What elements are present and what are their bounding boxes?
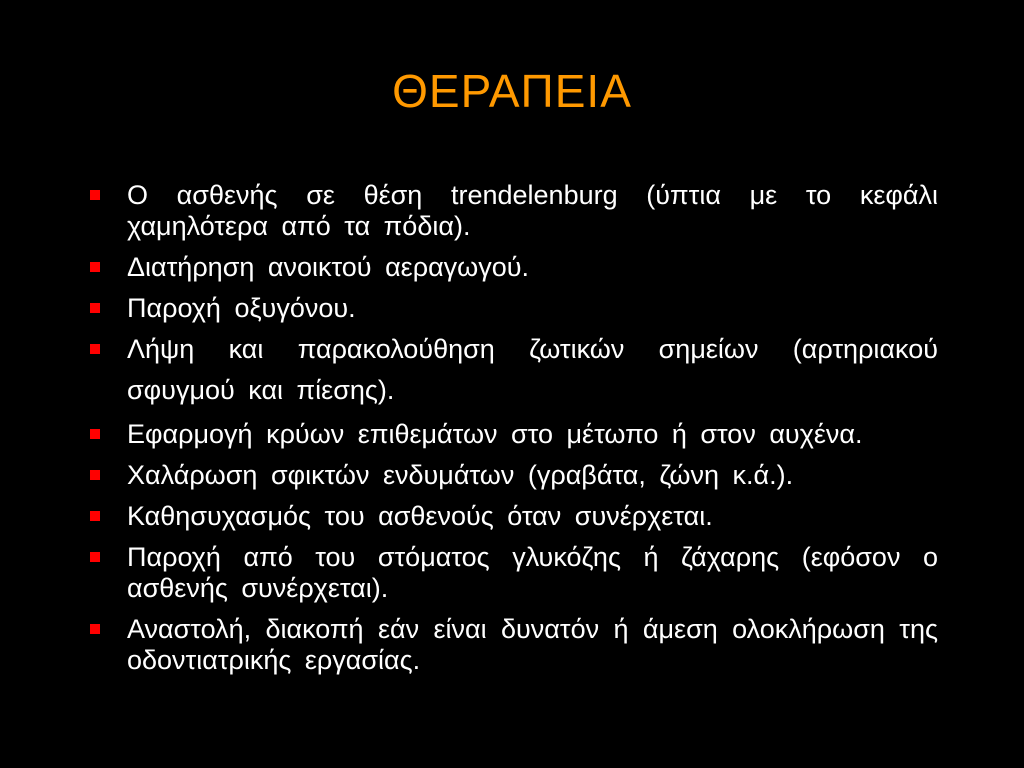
bullet-item — [88, 252, 938, 283]
bullet-item — [88, 501, 938, 532]
square-bullet-icon — [90, 303, 100, 313]
square-bullet-icon — [90, 429, 100, 439]
slide-title: ΘΕΡΑΠΕΙΑ — [392, 65, 632, 117]
square-bullet-icon — [90, 552, 100, 562]
square-bullet-icon — [90, 190, 100, 200]
bullet-item — [88, 180, 938, 242]
bullet-text: Εφαρμογή κρύων επιθεμάτων στο μέτωπο ή στον αυχένα. — [127, 419, 863, 449]
bullet-text: Ο ασθενής σε θέση trendelenburg (ύπτια με το κεφάλι χαμηλότερα από τα πόδια). — [127, 180, 938, 241]
bullet-text: Αναστολή, διακοπή εάν είναι δυνατόν ή άμεση ολοκλήρωση της οδοντιατρικής εργασίας. — [127, 614, 938, 675]
square-bullet-icon — [90, 511, 100, 521]
bullet-text: Διατήρηση ανοικτού αεραγωγού. — [127, 252, 530, 282]
bullet-item — [88, 329, 938, 411]
bullet-list — [88, 180, 938, 686]
bullet-item — [88, 542, 938, 604]
bullet-text: Χαλάρωση σφικτών ενδυμάτων (γραβάτα, ζώνη κ.ά.). — [127, 460, 794, 490]
bullet-item — [88, 460, 938, 491]
square-bullet-icon — [90, 624, 100, 634]
bullet-item — [88, 419, 938, 450]
bullet-text: Παροχή από του στόματος γλυκόζης ή ζάχαρης (εφόσον ο ασθενής συνέρχεται). — [127, 542, 938, 603]
bullet-item — [88, 293, 938, 324]
bullet-text: Καθησυχασμός του ασθενούς όταν συνέρχεται. — [127, 501, 713, 531]
square-bullet-icon — [90, 344, 100, 354]
bullet-text: Λήψη και παρακολούθηση ζωτικών σημείων (αρτηριακού σφυγμού και πίεσης). — [127, 334, 938, 405]
bullet-text: Παροχή οξυγόνου. — [127, 293, 356, 323]
square-bullet-icon — [90, 470, 100, 480]
square-bullet-icon — [90, 262, 100, 272]
bullet-item — [88, 614, 938, 676]
